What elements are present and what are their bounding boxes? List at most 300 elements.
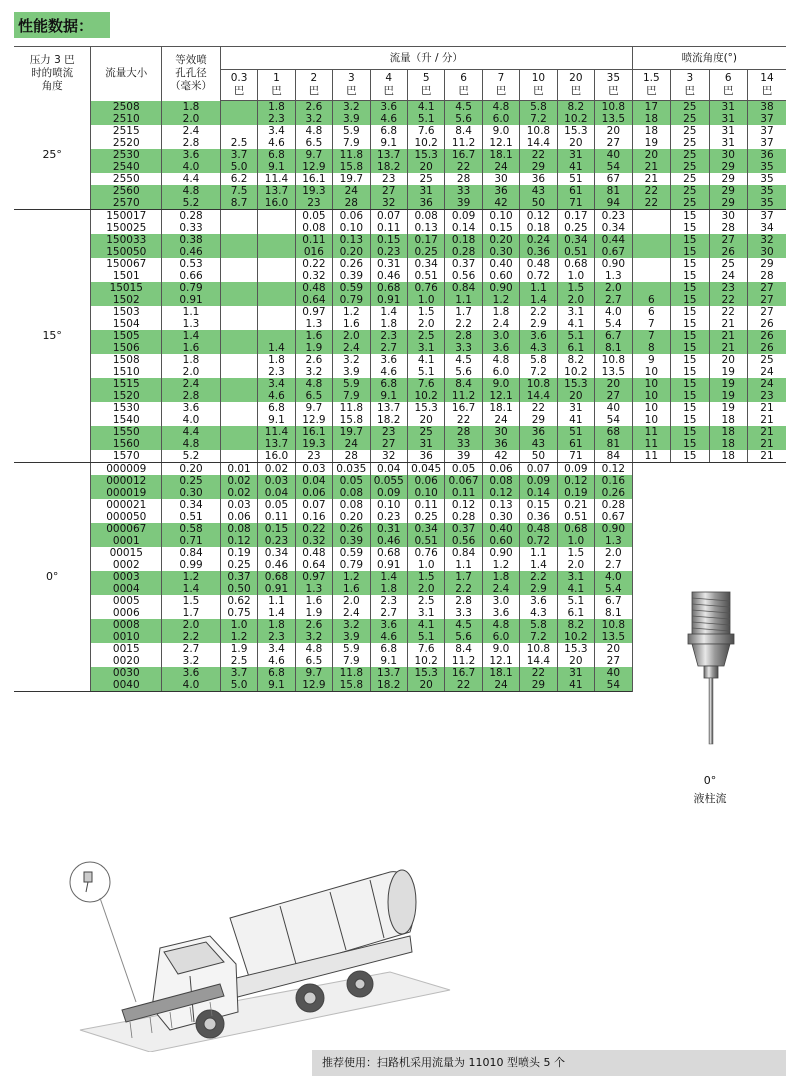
flow-cell: 0.64: [295, 294, 332, 306]
angle-cell: 15: [671, 282, 709, 294]
flow-pressure-header: 10 巴: [520, 70, 557, 101]
flow-cell: 5.9: [333, 378, 370, 390]
flow-cell: 10.8: [520, 643, 557, 655]
flow-cell: 10.2: [407, 655, 444, 667]
flow-cell: 6.8: [258, 667, 295, 679]
flow-cell: 3.0: [482, 330, 519, 342]
orifice-cell: 0.58: [162, 523, 221, 535]
angle-cell: 24: [747, 366, 786, 378]
flow-cell: 1.3: [595, 535, 633, 547]
flow-cell: 6.7: [595, 595, 633, 607]
flow-cell: [220, 234, 257, 246]
flow-cell: 18.1: [482, 149, 519, 161]
size-cell: 000067: [91, 523, 162, 535]
flow-cell: 1.6: [333, 583, 370, 595]
flow-cell: 16.7: [445, 402, 482, 414]
flow-cell: 7.5: [220, 185, 257, 197]
flow-cell: 0.48: [295, 282, 332, 294]
flow-cell: 4.8: [295, 378, 332, 390]
flow-cell: 2.3: [258, 113, 295, 125]
table-row: [14, 113, 786, 125]
flow-cell: [220, 342, 257, 354]
flow-cell: 0.97: [295, 306, 332, 318]
flow-cell: 24: [482, 414, 519, 426]
orifice-cell: 2.2: [162, 631, 221, 643]
flow-cell: 0.68: [258, 571, 295, 583]
size-cell: 000019: [91, 487, 162, 499]
table-row: [14, 210, 786, 223]
flow-cell: 0.18: [445, 234, 482, 246]
flow-cell: 54: [595, 414, 633, 426]
flow-cell: 1.5: [557, 282, 594, 294]
flow-cell: 0.15: [482, 222, 519, 234]
flow-cell: 20: [557, 137, 594, 149]
size-cell: 2515: [91, 125, 162, 137]
size-cell: 1505: [91, 330, 162, 342]
flow-cell: 6.5: [295, 390, 332, 402]
flow-cell: 0.12: [595, 463, 633, 476]
flow-cell: 1.8: [258, 354, 295, 366]
angle-cell: [632, 210, 670, 223]
flow-pressure-header: 20 巴: [557, 70, 594, 101]
flow-cell: 4.6: [258, 655, 295, 667]
flow-cell: 0.28: [445, 246, 482, 258]
flow-cell: 1.6: [333, 318, 370, 330]
size-cell: 0020: [91, 655, 162, 667]
flow-cell: 0.01: [220, 463, 257, 476]
flow-cell: 36: [482, 185, 519, 197]
size-cell: 000012: [91, 475, 162, 487]
angle-cell: 15: [671, 342, 709, 354]
flow-cell: 016: [295, 246, 332, 258]
flow-cell: 16.0: [258, 197, 295, 210]
orifice-cell: 1.8: [162, 101, 221, 114]
angle-cell: 22: [632, 185, 670, 197]
flow-cell: [258, 246, 295, 258]
angle-cell: 18: [709, 450, 747, 463]
flow-cell: 14.4: [520, 137, 557, 149]
flow-cell: 1.2: [333, 571, 370, 583]
flow-cell: [220, 414, 257, 426]
flow-cell: 4.8: [482, 354, 519, 366]
flow-cell: 10.8: [595, 619, 633, 631]
flow-cell: 0.04: [370, 463, 407, 476]
orifice-cell: 2.0: [162, 113, 221, 125]
flow-cell: 0.37: [445, 523, 482, 535]
flow-cell: 3.7: [220, 149, 257, 161]
flow-cell: 0.39: [333, 535, 370, 547]
angle-cell: 15: [671, 450, 709, 463]
angle-cell: 37: [747, 113, 786, 125]
angle-cell: 7: [632, 318, 670, 330]
flow-cell: 0.02: [220, 475, 257, 487]
flow-cell: 0.51: [407, 535, 444, 547]
flow-cell: 2.3: [258, 631, 295, 643]
flow-cell: [220, 390, 257, 402]
flow-cell: 6.0: [482, 113, 519, 125]
flow-cell: 1.8: [258, 619, 295, 631]
flow-cell: 1.4: [520, 294, 557, 306]
angle-cell: 21: [747, 402, 786, 414]
flow-cell: 10.2: [557, 631, 594, 643]
flow-cell: 0.40: [482, 258, 519, 270]
flow-cell: 15.3: [407, 667, 444, 679]
flow-cell: 3.1: [557, 306, 594, 318]
angle-cell: 15: [671, 306, 709, 318]
angle-cell: 11: [632, 426, 670, 438]
flow-cell: 0.67: [595, 246, 633, 258]
angle-cell: 25: [671, 125, 709, 137]
flow-pressure-header: 3 巴: [333, 70, 370, 101]
flow-cell: 0.59: [333, 547, 370, 559]
flow-cell: 0.16: [595, 475, 633, 487]
flow-cell: 2.0: [407, 583, 444, 595]
flow-cell: 2.0: [557, 559, 594, 571]
orifice-cell: 0.25: [162, 475, 221, 487]
angle-cell: 25: [671, 149, 709, 161]
orifice-cell: 1.7: [162, 607, 221, 619]
orifice-cell: 1.1: [162, 306, 221, 318]
orifice-cell: 3.6: [162, 402, 221, 414]
flow-cell: 3.2: [333, 354, 370, 366]
flow-cell: 5.1: [557, 595, 594, 607]
flow-cell: 3.1: [557, 571, 594, 583]
flow-cell: 0.19: [220, 547, 257, 559]
flow-cell: 1.5: [557, 547, 594, 559]
flow-cell: 0.067: [445, 475, 482, 487]
angle-cell: 31: [709, 113, 747, 125]
flow-cell: 0.09: [445, 210, 482, 223]
angle-cell: 36: [747, 149, 786, 161]
flow-cell: 16.1: [295, 173, 332, 185]
size-cell: 1550: [91, 426, 162, 438]
orifice-cell: 0.46: [162, 246, 221, 258]
flow-cell: [220, 282, 257, 294]
flow-cell: 0.68: [370, 282, 407, 294]
header-orifice: 等效喷 孔孔径 （毫米）: [162, 47, 221, 101]
angle-cell: 19: [632, 137, 670, 149]
table-row: [14, 330, 786, 342]
orifice-cell: 1.6: [162, 342, 221, 354]
orifice-cell: 2.8: [162, 137, 221, 149]
flow-cell: 3.2: [295, 631, 332, 643]
flow-cell: 0.04: [295, 475, 332, 487]
flow-cell: 1.0: [557, 270, 594, 282]
flow-cell: [220, 438, 257, 450]
angle-cell: 24: [747, 378, 786, 390]
flow-cell: 2.2: [445, 583, 482, 595]
flow-cell: 11.2: [445, 655, 482, 667]
angle-cell: 26: [709, 246, 747, 258]
angle-cell: [632, 222, 670, 234]
flow-cell: 2.9: [520, 583, 557, 595]
flow-cell: 50: [520, 450, 557, 463]
flow-cell: 6.0: [482, 631, 519, 643]
flow-cell: 0.14: [520, 487, 557, 499]
flow-cell: 20: [407, 161, 444, 173]
angle-cell: 25: [671, 101, 709, 114]
size-cell: 1570: [91, 450, 162, 463]
angle-cell: 27: [747, 282, 786, 294]
flow-cell: 0.97: [295, 571, 332, 583]
table-row: [14, 197, 786, 210]
flow-cell: [220, 222, 257, 234]
size-cell: 1506: [91, 342, 162, 354]
flow-cell: 0.23: [370, 511, 407, 523]
flow-cell: 10.8: [595, 354, 633, 366]
orifice-cell: 2.4: [162, 378, 221, 390]
flow-cell: 0.30: [482, 246, 519, 258]
flow-cell: 2.7: [370, 607, 407, 619]
flow-cell: 0.15: [370, 234, 407, 246]
flow-cell: 2.4: [333, 342, 370, 354]
flow-cell: 0.75: [220, 607, 257, 619]
flow-cell: 8.2: [557, 619, 594, 631]
flow-cell: 33: [445, 438, 482, 450]
angle-pressure-header: 14 巴: [747, 70, 786, 101]
flow-cell: 1.0: [407, 559, 444, 571]
orifice-cell: 0.99: [162, 559, 221, 571]
angle-cell: 11: [632, 438, 670, 450]
angle-cell: 18: [632, 125, 670, 137]
flow-cell: 28: [445, 173, 482, 185]
flow-cell: 13.7: [370, 402, 407, 414]
flow-pressure-header: 35 巴: [595, 70, 633, 101]
flow-cell: 31: [407, 438, 444, 450]
angle-cell: 11: [632, 450, 670, 463]
flow-cell: 22: [445, 679, 482, 692]
orifice-cell: 2.0: [162, 366, 221, 378]
angle-cell: 30: [709, 149, 747, 161]
angle-cell: 23: [709, 282, 747, 294]
flow-cell: 0.22: [295, 258, 332, 270]
flow-cell: 2.4: [333, 607, 370, 619]
flow-cell: 5.1: [407, 631, 444, 643]
flow-cell: 28: [333, 450, 370, 463]
flow-cell: 0.09: [370, 487, 407, 499]
flow-cell: 8.1: [595, 607, 633, 619]
table-row: [14, 390, 786, 402]
flow-cell: 0.48: [295, 547, 332, 559]
flow-cell: 0.30: [482, 511, 519, 523]
flow-cell: 42: [482, 197, 519, 210]
flow-cell: 6.8: [258, 402, 295, 414]
angle-cell: 27: [747, 294, 786, 306]
flow-cell: 22: [520, 402, 557, 414]
size-cell: 150033: [91, 234, 162, 246]
angle-cell: 29: [709, 161, 747, 173]
size-cell: 2540: [91, 161, 162, 173]
flow-cell: 1.2: [482, 559, 519, 571]
flow-cell: 0.32: [295, 535, 332, 547]
flow-cell: 36: [482, 438, 519, 450]
flow-cell: 24: [482, 679, 519, 692]
flow-cell: 12.1: [482, 655, 519, 667]
flow-pressure-header: 5 巴: [407, 70, 444, 101]
angle-cell: 27: [709, 234, 747, 246]
table-row: [14, 101, 786, 114]
flow-cell: 0.31: [370, 523, 407, 535]
flow-cell: 20: [595, 643, 633, 655]
flow-cell: 6.5: [295, 655, 332, 667]
flow-cell: 0.12: [482, 487, 519, 499]
flow-cell: 5.6: [445, 366, 482, 378]
flow-cell: 5.8: [520, 101, 557, 114]
flow-cell: 11.4: [258, 173, 295, 185]
angle-cell: 26: [747, 342, 786, 354]
table-row: [14, 246, 786, 258]
flow-cell: 0.08: [407, 210, 444, 223]
flow-cell: 4.8: [295, 125, 332, 137]
angle-cell: 29: [709, 173, 747, 185]
flow-cell: 4.6: [370, 113, 407, 125]
table-row: [14, 463, 786, 476]
flow-cell: 0.67: [595, 511, 633, 523]
angle-pressure-header: 3 巴: [671, 70, 709, 101]
street-sweeper-illustration: [60, 852, 460, 1062]
flow-cell: 0.13: [407, 222, 444, 234]
flow-cell: 11.4: [258, 426, 295, 438]
flow-cell: 0.60: [482, 270, 519, 282]
angle-cell: 22: [709, 294, 747, 306]
flow-cell: 29: [520, 414, 557, 426]
flow-cell: 0.07: [295, 499, 332, 511]
angle-cell: 25: [671, 185, 709, 197]
angle-cell: 15: [671, 246, 709, 258]
flow-cell: 71: [557, 450, 594, 463]
angle-cell: 17: [632, 101, 670, 114]
flow-cell: 1.9: [295, 342, 332, 354]
flow-cell: 4.5: [445, 619, 482, 631]
flow-cell: [258, 210, 295, 223]
flow-cell: 6.8: [258, 149, 295, 161]
flow-cell: 0.34: [258, 547, 295, 559]
flow-cell: 0.26: [333, 523, 370, 535]
flow-cell: 18.1: [482, 402, 519, 414]
orifice-cell: 2.7: [162, 643, 221, 655]
flow-cell: 0.84: [445, 282, 482, 294]
flow-cell: 0.46: [370, 535, 407, 547]
flow-cell: 2.6: [295, 619, 332, 631]
orifice-cell: 4.4: [162, 173, 221, 185]
flow-cell: 0.08: [295, 222, 332, 234]
flow-cell: 10.2: [557, 113, 594, 125]
flow-cell: 0.79: [333, 559, 370, 571]
flow-cell: 20: [557, 390, 594, 402]
flow-cell: 0.91: [370, 294, 407, 306]
flow-cell: 0.50: [220, 583, 257, 595]
flow-cell: [220, 246, 257, 258]
angle-cell: 22: [632, 197, 670, 210]
flow-cell: 12.9: [295, 414, 332, 426]
orifice-cell: 4.4: [162, 426, 221, 438]
flow-cell: 84: [595, 450, 633, 463]
angle-cell: 15: [671, 234, 709, 246]
angle-cell: 25: [747, 354, 786, 366]
table-row: [14, 234, 786, 246]
angle-cell: 38: [747, 101, 786, 114]
angle-cell: 27: [747, 306, 786, 318]
flow-cell: 4.1: [407, 354, 444, 366]
flow-cell: 0.72: [520, 535, 557, 547]
flow-cell: 4.3: [520, 607, 557, 619]
flow-cell: 7.2: [520, 366, 557, 378]
flow-cell: 0.20: [482, 234, 519, 246]
flow-cell: 2.0: [407, 318, 444, 330]
flow-cell: 5.4: [595, 583, 633, 595]
flow-cell: 0.05: [258, 499, 295, 511]
flow-cell: 9.7: [295, 149, 332, 161]
flow-cell: 14.4: [520, 655, 557, 667]
flow-cell: 2.6: [295, 354, 332, 366]
flow-cell: 12.1: [482, 390, 519, 402]
angle-cell: 20: [632, 149, 670, 161]
size-cell: 2520: [91, 137, 162, 149]
flow-cell: 5.6: [445, 631, 482, 643]
flow-cell: 0.19: [557, 487, 594, 499]
flow-cell: [220, 101, 257, 114]
flow-cell: 0.34: [407, 258, 444, 270]
flow-cell: 0.91: [370, 559, 407, 571]
angle-cell: 15: [671, 318, 709, 330]
angle-cell: 10: [632, 366, 670, 378]
angle-cell: 10: [632, 414, 670, 426]
table-row: [14, 125, 786, 137]
table-row: [14, 414, 786, 426]
size-cell: 1510: [91, 366, 162, 378]
flow-cell: 5.1: [407, 113, 444, 125]
table-row: [14, 161, 786, 173]
flow-cell: 7.6: [407, 643, 444, 655]
flow-cell: 50: [520, 197, 557, 210]
table-row: [14, 342, 786, 354]
flow-cell: 13.5: [595, 113, 633, 125]
flow-cell: 0.48: [520, 523, 557, 535]
angle-cell: 15: [671, 210, 709, 223]
flow-cell: 4.6: [370, 631, 407, 643]
flow-cell: 1.0: [407, 294, 444, 306]
flow-cell: 3.1: [407, 342, 444, 354]
flow-cell: 0.68: [557, 258, 594, 270]
flow-cell: 0.11: [370, 222, 407, 234]
flow-cell: 9.7: [295, 667, 332, 679]
flow-cell: 7.9: [333, 655, 370, 667]
angle-cell: 15: [671, 294, 709, 306]
angle-cell: 7: [632, 330, 670, 342]
flow-cell: 23: [295, 197, 332, 210]
flow-cell: [258, 234, 295, 246]
flow-cell: 9.1: [258, 161, 295, 173]
size-cell: 0003: [91, 571, 162, 583]
flow-cell: [220, 426, 257, 438]
angle-cell: 15: [671, 330, 709, 342]
flow-cell: 15.3: [557, 378, 594, 390]
flow-cell: [258, 282, 295, 294]
size-cell: 000009: [91, 463, 162, 476]
size-cell: 0001: [91, 535, 162, 547]
orifice-cell: 3.2: [162, 655, 221, 667]
orifice-cell: 0.34: [162, 499, 221, 511]
flow-cell: 0.25: [407, 246, 444, 258]
angle-cell: 9: [632, 354, 670, 366]
angle-cell: 24: [709, 270, 747, 282]
size-cell: 000021: [91, 499, 162, 511]
orifice-cell: 4.8: [162, 185, 221, 197]
size-cell: 1508: [91, 354, 162, 366]
flow-cell: 3.3: [445, 607, 482, 619]
size-cell: 1530: [91, 402, 162, 414]
flow-cell: [220, 402, 257, 414]
